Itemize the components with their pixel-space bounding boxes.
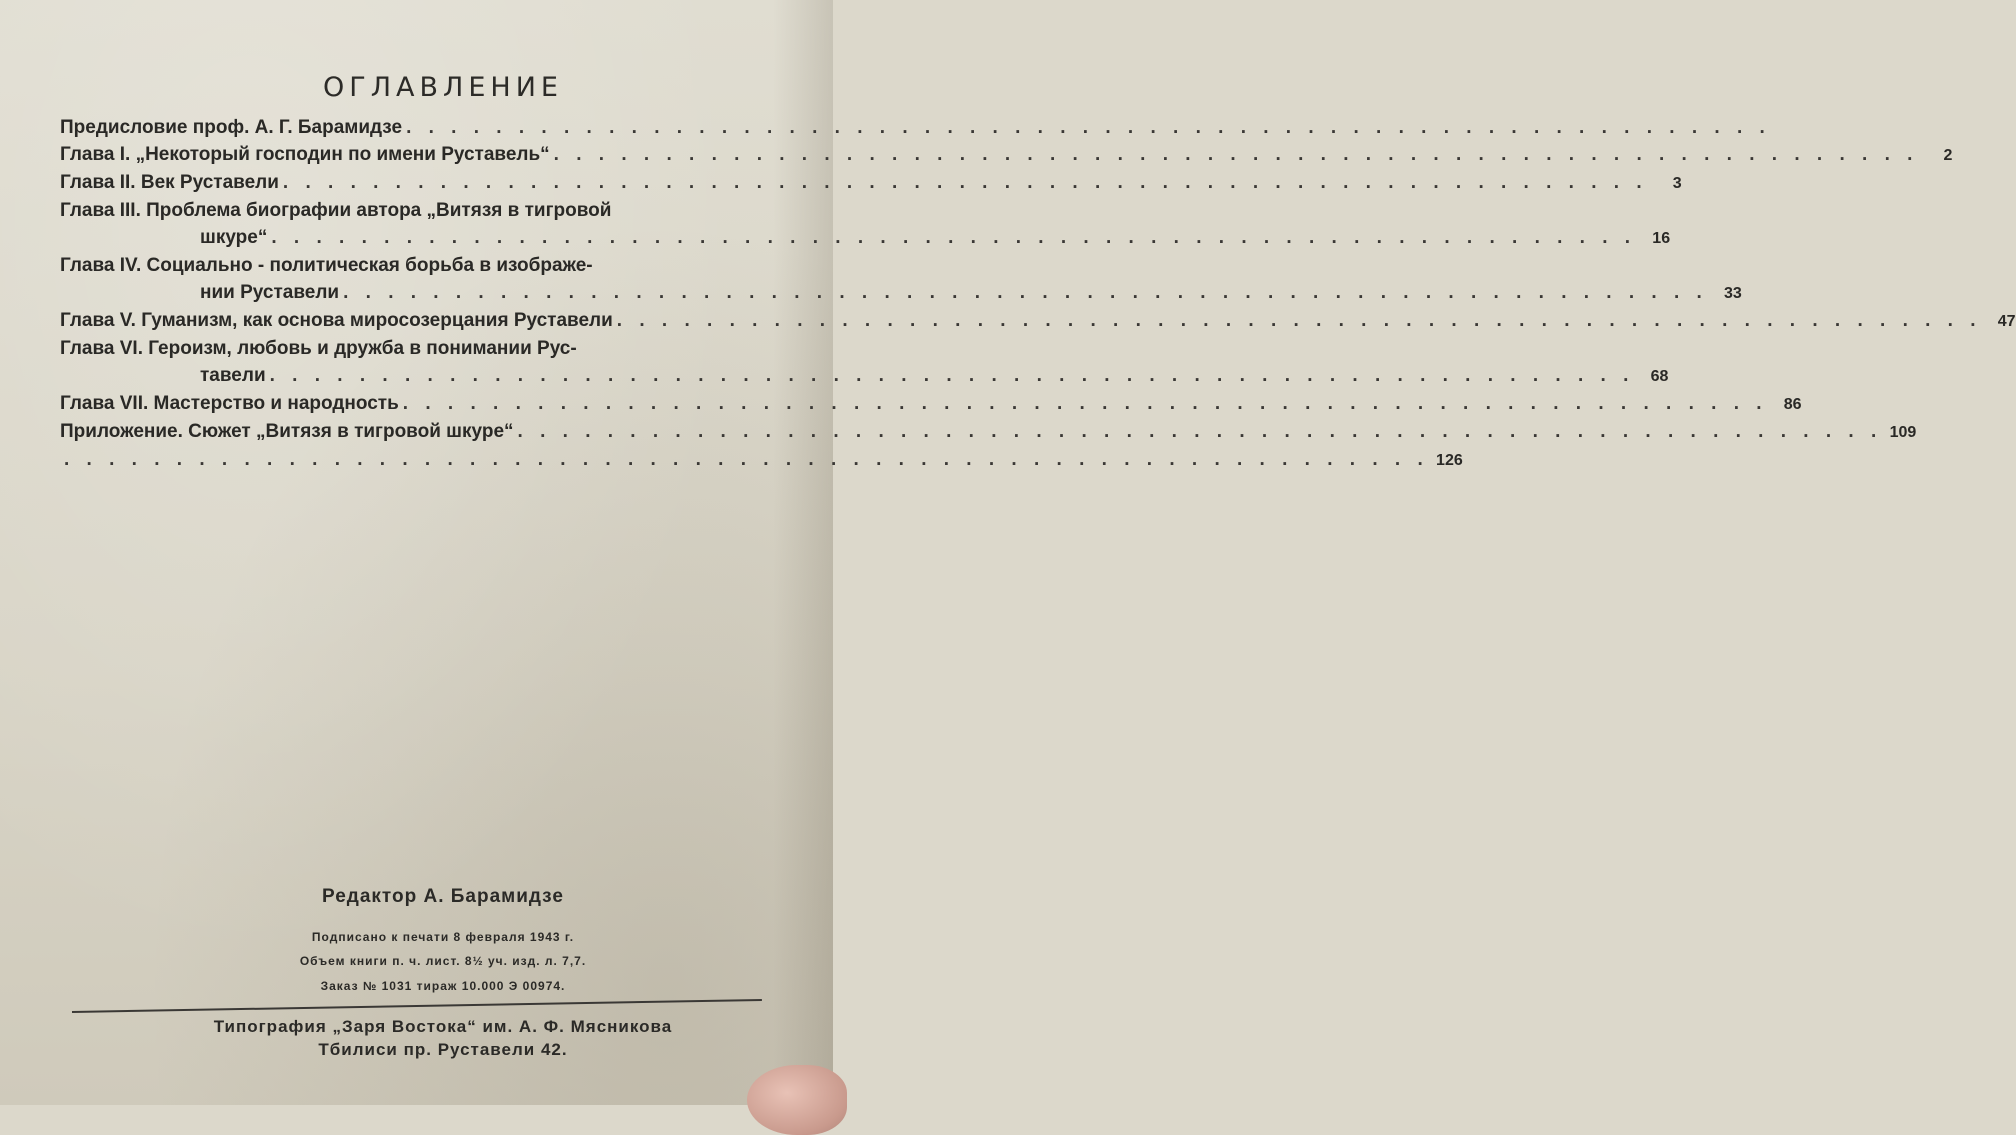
- toc-entry-line: [60, 141, 1953, 169]
- toc-entry: [60, 390, 1802, 418]
- toc-entry-text: тавели: [200, 365, 266, 386]
- toc-entry-continuation: [60, 224, 1671, 252]
- toc-page-number: 33: [1724, 285, 1742, 302]
- toc-leader-dots: [406, 114, 1771, 141]
- toc-page-number: 16: [1652, 230, 1671, 247]
- editor-credit: Редактор А. Барамидзе: [322, 886, 564, 907]
- toc-leader-dots: [271, 224, 1636, 251]
- volume-line: Объем книги п. ч. лист. 8½ уч. изд. л. 7,7.: [299, 954, 587, 968]
- toc-entry-continuation: [60, 279, 1742, 307]
- toc-entry-line: [60, 418, 1917, 446]
- printer-address: Тбилиси пр. Руставели 42.: [318, 1040, 568, 1059]
- toc-entry: [60, 252, 1742, 307]
- toc-page-number: 126: [1436, 452, 1463, 469]
- toc-page-number: 109: [1889, 424, 1917, 441]
- toc-entry: [60, 307, 2016, 335]
- toc-entry: [60, 197, 1671, 252]
- toc-leader-dots: [283, 169, 1648, 196]
- toc-entry-text: Глава I. „Некоторый господин по имени Руставель“: [60, 144, 550, 165]
- toc-page-number: 68: [1650, 368, 1669, 385]
- toc-entry-line: [60, 197, 780, 224]
- toc-entry-text: Глава VI. Героизм, любовь и дружба в понимании Рус-: [60, 338, 577, 359]
- toc-entry-text: Приложение. Сюжет „Витязя в тигровой шкуре“: [60, 421, 514, 442]
- toc-entry: [60, 335, 1669, 390]
- table-of-contents: [60, 114, 2016, 474]
- thumb-in-corner: [747, 1065, 847, 1135]
- toc-entry: [60, 169, 1682, 197]
- toc-page-number: 47: [1997, 313, 2016, 330]
- toc-leader-dots: [554, 141, 1919, 168]
- toc-entry-line: [60, 169, 1682, 197]
- toc-entry: [60, 114, 780, 141]
- toc-entry-text: Глава VII. Мастерство и народность: [60, 393, 399, 414]
- toc-entry-text: шкуре“: [200, 227, 268, 248]
- printer-name: Типография „Заря Востока“ им. А. Ф. Мясникова: [213, 1017, 673, 1036]
- page-title: ОГЛАВЛЕНИЕ: [323, 72, 563, 103]
- toc-entry-line: [60, 307, 2016, 335]
- toc-entry-line: [60, 390, 1802, 418]
- toc-entry-text: Глава V. Гуманизм, как основа миросозерцания Руставели: [60, 310, 613, 331]
- toc-entry-line: [60, 335, 780, 362]
- toc-entry: [60, 141, 1953, 169]
- toc-page-number: 3: [1672, 175, 1682, 192]
- toc-page-number: 86: [1783, 396, 1802, 413]
- toc-entry-text: Предисловие проф. А. Г. Барамидзе: [60, 117, 403, 138]
- toc-leader-dots: [270, 362, 1635, 389]
- toc-page-number: 2: [1943, 147, 1953, 164]
- toc-entry: [60, 418, 1917, 446]
- toc-entry-text: нии Руставели: [200, 282, 340, 303]
- toc-leader-dots: [617, 307, 1982, 334]
- toc-entry-text: Глава II. Век Руставели: [60, 172, 279, 193]
- toc-entry: [60, 446, 1463, 474]
- toc-leader-dots: [518, 418, 1883, 445]
- toc-entry-text: Глава III. Проблема биографии автора „Витязя в тигровой: [60, 200, 612, 221]
- toc-entry-line: [60, 114, 780, 141]
- colophon-divider: [72, 999, 762, 1013]
- toc-entry-line: [60, 446, 1463, 474]
- toc-entry-text: Глава IV. Социально - политическая борьба в изображе-: [60, 255, 593, 276]
- toc-leader-dots: [403, 390, 1768, 417]
- signed-to-print-line: Подписано к печати 8 февраля 1943 г.: [311, 930, 575, 944]
- order-line: Заказ № 1031 тираж 10.000 Э 00974.: [320, 979, 566, 993]
- toc-entry-continuation: [60, 362, 1669, 390]
- toc-leader-dots: [64, 446, 1429, 473]
- toc-leader-dots: [343, 279, 1708, 306]
- toc-entry-line: [60, 252, 780, 279]
